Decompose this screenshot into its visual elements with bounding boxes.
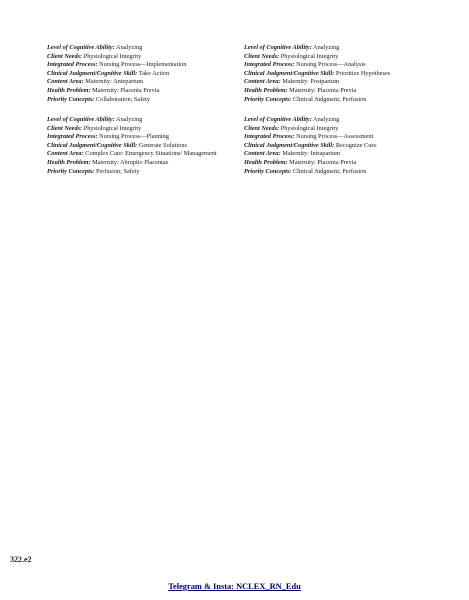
page-number: 322.e2: [10, 555, 32, 564]
content-area: Content Area: Maternity: Intrapartum: [244, 150, 341, 158]
priority-concepts: Priority Concepts: Clinical Judgment; Perfusion: [244, 167, 367, 175]
client-needs: Client Needs: Physiological Integrity: [244, 52, 339, 60]
content-area: Content Area: Maternity: Postpartum: [244, 78, 340, 86]
client-needs: Client Needs: Physiological Integrity: [47, 52, 142, 60]
level-of-cognitive-ability: Level of Cognitive Ability: Analyzing: [244, 116, 340, 123]
priority-concepts: Priority Concepts: Clinical Judgment; Perfusion: [244, 95, 367, 103]
rationale-metadata-block-2: [244, 44, 430, 104]
content-area: Content Area: Maternity: Antepartum: [47, 78, 144, 86]
rationale-metadata-block-4: [244, 116, 430, 176]
footer-telegram-link[interactable]: Telegram & Insta: NCLEX_RN_Edu: [168, 582, 301, 591]
health-problem: Health Problem: Maternity: Placenta Previa: [244, 158, 357, 166]
clinical-judgment-skill: Clinical Judgment/Cognitive Skill: Recognize Cues: [244, 141, 377, 149]
rationale-metadata-block-3: [47, 116, 233, 176]
content-area: Content Area: Complex Care: Emergency Situations/ Management: [47, 150, 217, 158]
health-problem: Health Problem: Maternity: Placenta Previa: [244, 86, 357, 94]
health-problem: Health Problem: Maternity: Placenta Previa: [47, 86, 160, 94]
priority-concepts: Priority Concepts: Collaboration; Safety: [47, 95, 151, 103]
health-problem: Health Problem: Maternity: Abruptio Placentae: [47, 158, 169, 166]
integrated-process: Integrated Process: Nursing Process—Assessment: [244, 133, 374, 141]
clinical-judgment-skill: Clinical Judgment/Cognitive Skill: Take Action: [47, 69, 170, 77]
level-of-cognitive-ability: Level of Cognitive Ability: Analyzing: [244, 44, 340, 51]
client-needs: Client Needs: Physiological Integrity: [244, 124, 339, 132]
priority-concepts: Priority Concepts: Perfusion; Safety: [47, 167, 140, 175]
integrated-process: Integrated Process: Nursing Process—Implementation: [47, 61, 187, 69]
clinical-judgment-skill: Clinical Judgment/Cognitive Skill: Generate Solutions: [47, 141, 187, 149]
rationale-metadata-block-1: [47, 44, 233, 104]
integrated-process: Integrated Process: Nursing Process—Planning: [47, 133, 169, 141]
client-needs: Client Needs: Physiological Integrity: [47, 124, 142, 132]
clinical-judgment-skill: Clinical Judgment/Cognitive Skill: Prioritize Hypotheses: [244, 69, 391, 77]
level-of-cognitive-ability: Level of Cognitive Ability: Analyzing: [47, 44, 143, 51]
integrated-process: Integrated Process: Nursing Process—Analysis: [244, 61, 366, 69]
level-of-cognitive-ability: Level of Cognitive Ability: Analyzing: [47, 116, 143, 123]
